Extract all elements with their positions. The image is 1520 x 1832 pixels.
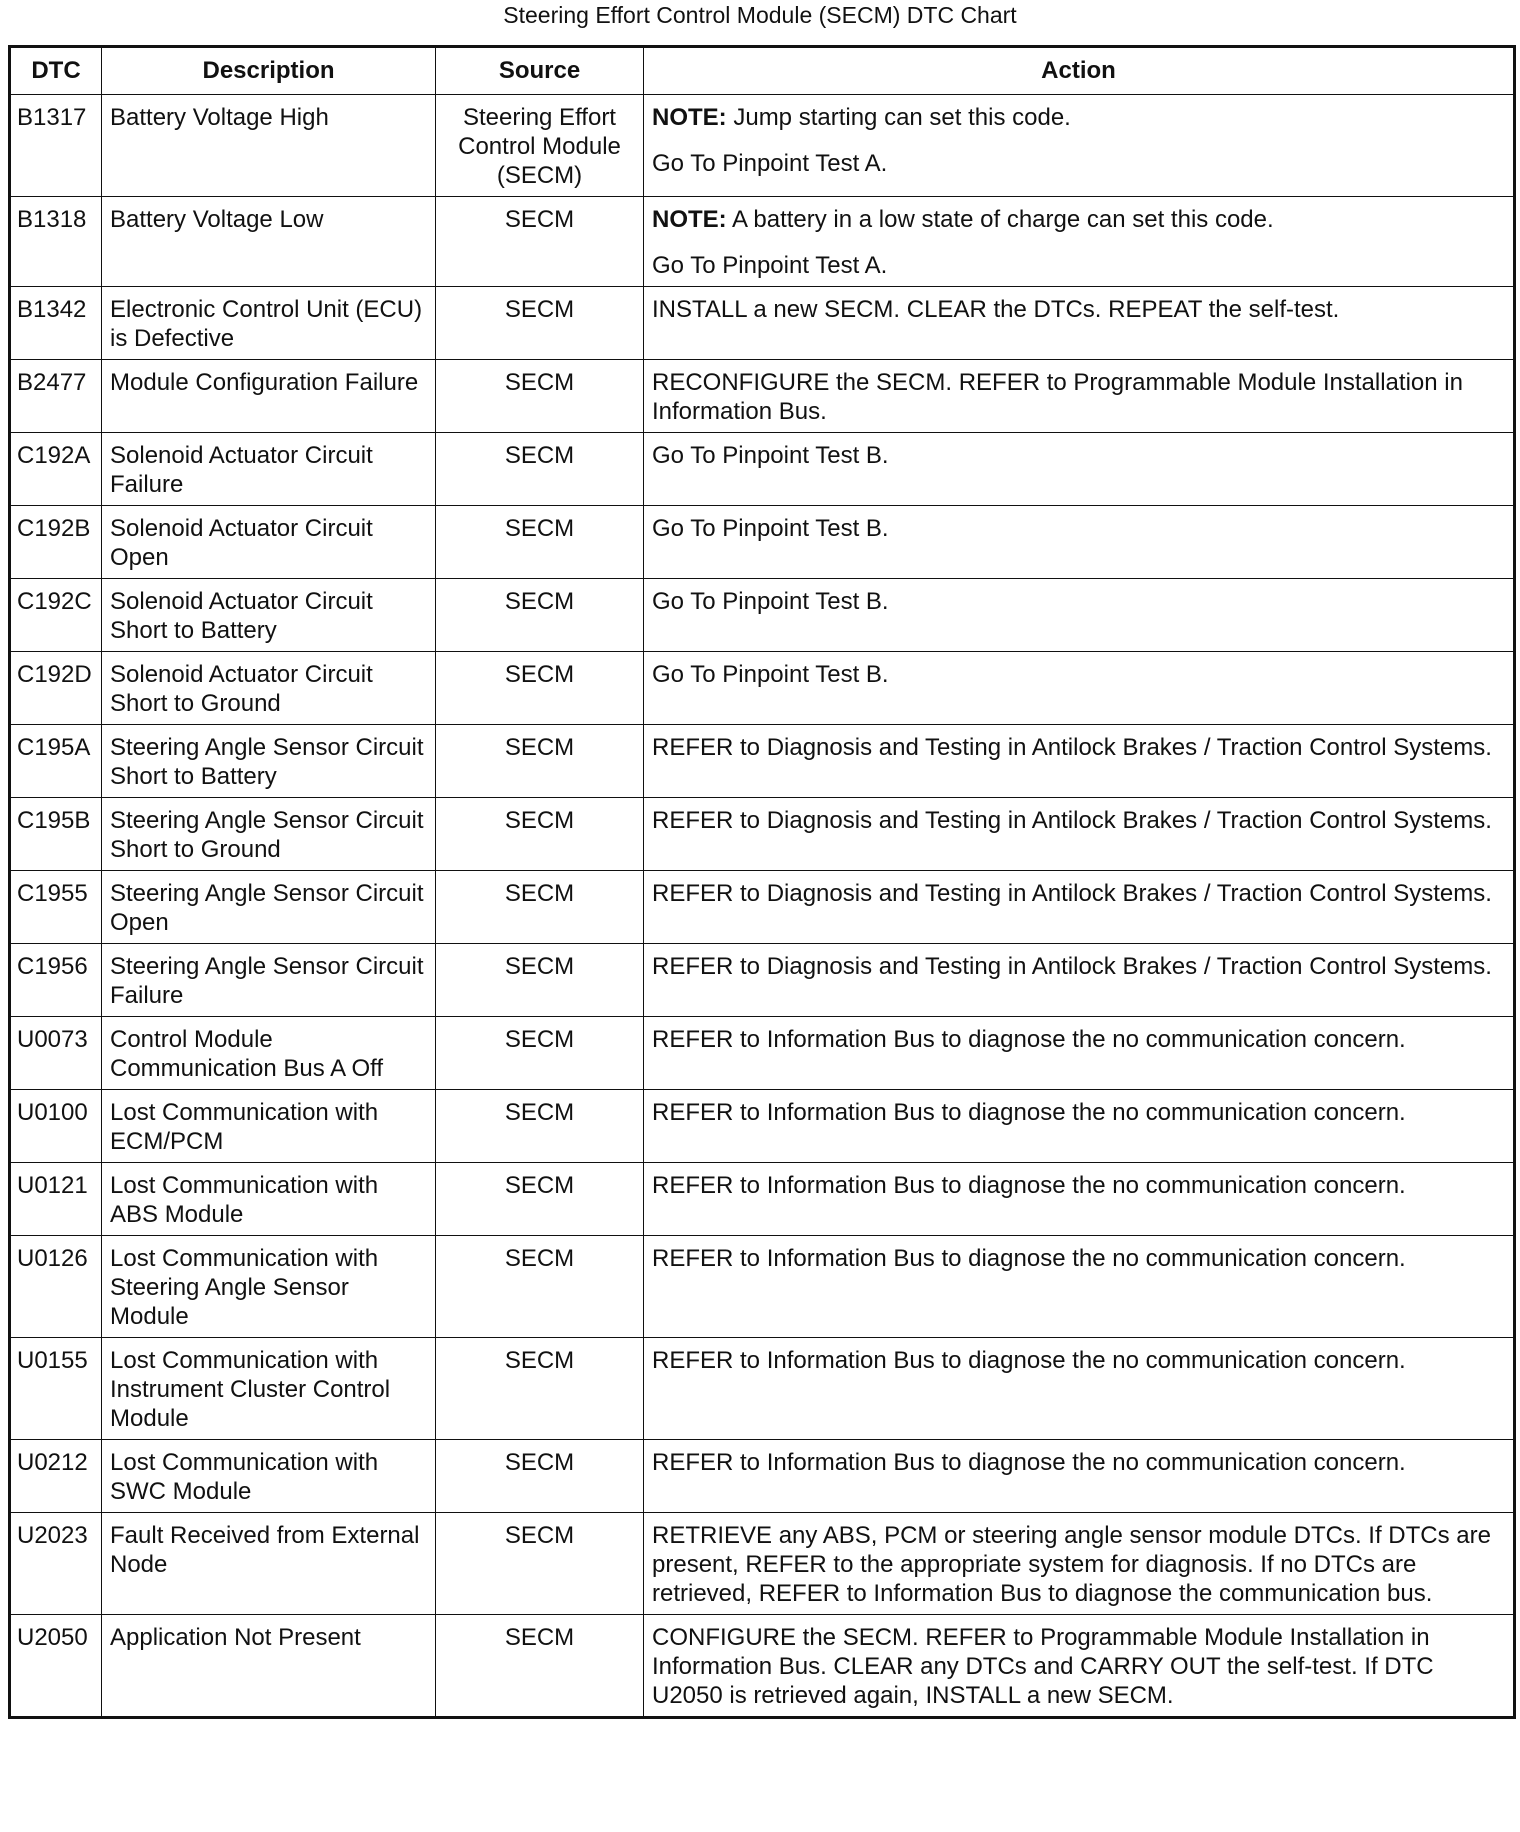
table-row — [10, 1513, 1515, 1615]
table-row — [10, 1163, 1515, 1236]
table-row — [10, 798, 1515, 871]
table-row — [10, 1615, 1515, 1718]
dtc-code: C192D — [10, 652, 102, 725]
table-row — [10, 652, 1515, 725]
page-title: Steering Effort Control Module (SECM) DTC Chart — [503, 2, 1017, 28]
table-row — [10, 1090, 1515, 1163]
table-row — [10, 360, 1515, 433]
action-text: Go To Pinpoint Test A. — [652, 252, 888, 279]
dtc-source: SECM — [436, 725, 644, 798]
table-row — [10, 944, 1515, 1017]
dtc-action: RECONFIGURE the SECM. REFER to Programmable Module Installation in Information Bus. — [644, 360, 1515, 433]
table-row — [10, 433, 1515, 506]
dtc-description: Steering Angle Sensor Circuit Open — [102, 871, 436, 944]
dtc-description: Solenoid Actuator Circuit Short to Battery — [102, 579, 436, 652]
dtc-action: REFER to Information Bus to diagnose the no communication concern. — [644, 1163, 1515, 1236]
dtc-code: U0126 — [10, 1236, 102, 1338]
dtc-action: REFER to Information Bus to diagnose the no communication concern. — [644, 1017, 1515, 1090]
dtc-action — [644, 95, 1515, 197]
dtc-description: Battery Voltage High — [102, 95, 436, 197]
dtc-code: C195A — [10, 725, 102, 798]
table-row — [10, 579, 1515, 652]
action-text: Go To Pinpoint Test A. — [652, 150, 888, 177]
dtc-code: B2477 — [10, 360, 102, 433]
dtc-code: U0212 — [10, 1440, 102, 1513]
dtc-action: Go To Pinpoint Test B. — [644, 506, 1515, 579]
dtc-chart-table — [8, 45, 1516, 1719]
dtc-source: SECM — [436, 360, 644, 433]
dtc-description: Steering Angle Sensor Circuit Failure — [102, 944, 436, 1017]
note-line — [652, 103, 1503, 132]
dtc-code: B1318 — [10, 197, 102, 287]
dtc-source: SECM — [436, 1090, 644, 1163]
dtc-description: Solenoid Actuator Circuit Open — [102, 506, 436, 579]
dtc-description: Lost Communication with Steering Angle Sensor Module — [102, 1236, 436, 1338]
header-description: Description — [102, 47, 436, 95]
dtc-action: Go To Pinpoint Test B. — [644, 652, 1515, 725]
header-action: Action — [644, 47, 1515, 95]
dtc-description: Steering Angle Sensor Circuit Short to Battery — [102, 725, 436, 798]
dtc-action: RETRIEVE any ABS, PCM or steering angle sensor module DTCs. If DTCs are present, REFER to the appropriate system for diagnosis. If no DTCs are retrieved, REFER to Information Bus to diagnose the communication bus. — [644, 1513, 1515, 1615]
dtc-description: Module Configuration Failure — [102, 360, 436, 433]
dtc-description: Battery Voltage Low — [102, 197, 436, 287]
dtc-code: C1956 — [10, 944, 102, 1017]
dtc-code: U0155 — [10, 1338, 102, 1440]
dtc-description: Lost Communication with Instrument Cluster Control Module — [102, 1338, 436, 1440]
dtc-code: C192C — [10, 579, 102, 652]
note-line — [652, 205, 1503, 234]
dtc-description: Solenoid Actuator Circuit Short to Ground — [102, 652, 436, 725]
dtc-description: Fault Received from External Node — [102, 1513, 436, 1615]
table-row — [10, 871, 1515, 944]
dtc-action: REFER to Information Bus to diagnose the no communication concern. — [644, 1236, 1515, 1338]
dtc-action: REFER to Information Bus to diagnose the no communication concern. — [644, 1338, 1515, 1440]
dtc-code: B1317 — [10, 95, 102, 197]
dtc-action: Go To Pinpoint Test B. — [644, 579, 1515, 652]
table-row — [10, 1440, 1515, 1513]
dtc-source: SECM — [436, 652, 644, 725]
dtc-description: Solenoid Actuator Circuit Failure — [102, 433, 436, 506]
dtc-action: REFER to Information Bus to diagnose the no communication concern. — [644, 1440, 1515, 1513]
header-dtc: DTC — [10, 47, 102, 95]
dtc-description: Control Module Communication Bus A Off — [102, 1017, 436, 1090]
dtc-code: C195B — [10, 798, 102, 871]
dtc-code: U0073 — [10, 1017, 102, 1090]
dtc-source: SECM — [436, 1017, 644, 1090]
dtc-description: Application Not Present — [102, 1615, 436, 1718]
dtc-source: SECM — [436, 579, 644, 652]
table-row — [10, 1236, 1515, 1338]
dtc-source: SECM — [436, 1338, 644, 1440]
dtc-code: U2023 — [10, 1513, 102, 1615]
dtc-action: Go To Pinpoint Test B. — [644, 433, 1515, 506]
dtc-description: Lost Communication with SWC Module — [102, 1440, 436, 1513]
dtc-description: Lost Communication with ABS Module — [102, 1163, 436, 1236]
dtc-source: SECM — [436, 287, 644, 360]
dtc-source: SECM — [436, 944, 644, 1017]
dtc-action: INSTALL a new SECM. CLEAR the DTCs. REPEAT the self-test. — [644, 287, 1515, 360]
dtc-source: SECM — [436, 433, 644, 506]
dtc-source: SECM — [436, 506, 644, 579]
dtc-action: REFER to Diagnosis and Testing in Antilock Brakes / Traction Control Systems. — [644, 944, 1515, 1017]
dtc-code: C192A — [10, 433, 102, 506]
header-source: Source — [436, 47, 644, 95]
dtc-action: REFER to Information Bus to diagnose the no communication concern. — [644, 1090, 1515, 1163]
table-row — [10, 95, 1515, 197]
dtc-source: SECM — [436, 871, 644, 944]
dtc-source: SECM — [436, 1513, 644, 1615]
dtc-source: SECM — [436, 1440, 644, 1513]
dtc-source: SECM — [436, 1236, 644, 1338]
dtc-action: REFER to Diagnosis and Testing in Antilock Brakes / Traction Control Systems. — [644, 871, 1515, 944]
table-row — [10, 287, 1515, 360]
source-text: Steering Effort Control Module (SECM) — [458, 104, 621, 189]
table-row — [10, 1338, 1515, 1440]
note-text: Jump starting can set this code. — [726, 104, 1071, 131]
table-row — [10, 197, 1515, 287]
dtc-action — [644, 197, 1515, 287]
dtc-action: REFER to Diagnosis and Testing in Antilock Brakes / Traction Control Systems. — [644, 725, 1515, 798]
dtc-code: C192B — [10, 506, 102, 579]
dtc-action: CONFIGURE the SECM. REFER to Programmable Module Installation in Information Bus. CLEAR any DTCs and CARRY OUT the self-test. If DTC U2050 is retrieved again, INSTALL a new SECM. — [644, 1615, 1515, 1718]
dtc-source — [436, 95, 644, 197]
dtc-source: SECM — [436, 1163, 644, 1236]
dtc-code: C1955 — [10, 871, 102, 944]
dtc-description: Lost Communication with ECM/PCM — [102, 1090, 436, 1163]
table-row — [10, 725, 1515, 798]
dtc-source: SECM — [436, 1615, 644, 1718]
dtc-source: SECM — [436, 798, 644, 871]
table-header-row — [10, 47, 1515, 95]
note-label: NOTE: — [652, 206, 727, 233]
note-label: NOTE: — [652, 104, 727, 131]
dtc-description: Steering Angle Sensor Circuit Short to Ground — [102, 798, 436, 871]
dtc-description: Electronic Control Unit (ECU) is Defective — [102, 287, 436, 360]
dtc-source: SECM — [436, 197, 644, 287]
dtc-code: U2050 — [10, 1615, 102, 1718]
dtc-action: REFER to Diagnosis and Testing in Antilock Brakes / Traction Control Systems. — [644, 798, 1515, 871]
table-row — [10, 506, 1515, 579]
dtc-code: U0100 — [10, 1090, 102, 1163]
dtc-code: B1342 — [10, 287, 102, 360]
note-text: A battery in a low state of charge can set this code. — [726, 206, 1274, 233]
table-row — [10, 1017, 1515, 1090]
dtc-code: U0121 — [10, 1163, 102, 1236]
